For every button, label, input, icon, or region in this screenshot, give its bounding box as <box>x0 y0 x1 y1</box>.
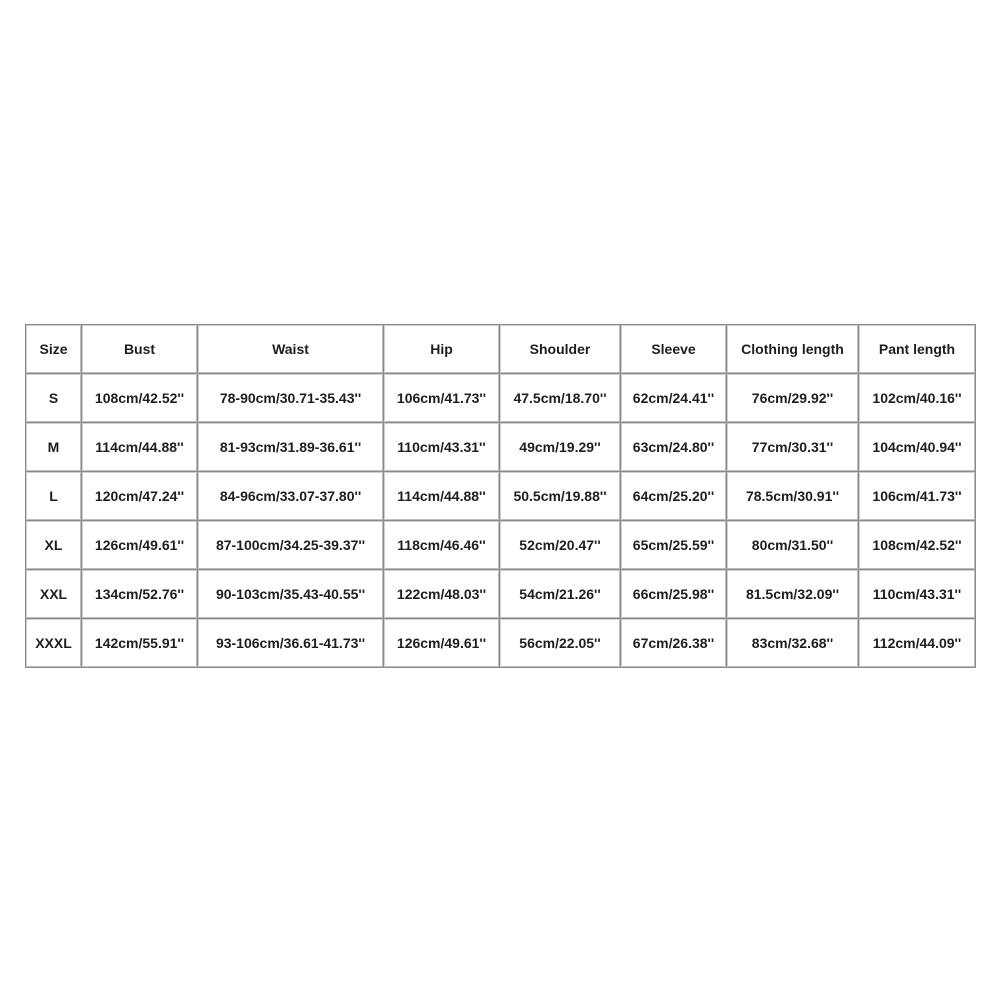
pant-length-cell: 106cm/41.73'' <box>859 472 976 521</box>
waist-cell: 78-90cm/30.71-35.43'' <box>198 374 384 423</box>
size-cell: XL <box>26 521 82 570</box>
header-waist: Waist <box>198 325 384 374</box>
header-clothing-length: Clothing length <box>727 325 859 374</box>
sleeve-cell: 67cm/26.38'' <box>621 619 727 668</box>
shoulder-cell: 47.5cm/18.70'' <box>500 374 621 423</box>
bust-cell: 134cm/52.76'' <box>82 570 198 619</box>
waist-cell: 84-96cm/33.07-37.80'' <box>198 472 384 521</box>
hip-cell: 106cm/41.73'' <box>384 374 500 423</box>
clothing-length-cell: 77cm/30.31'' <box>727 423 859 472</box>
bust-cell: 114cm/44.88'' <box>82 423 198 472</box>
table-row <box>26 423 976 472</box>
header-shoulder: Shoulder <box>500 325 621 374</box>
sleeve-cell: 66cm/25.98'' <box>621 570 727 619</box>
pant-length-cell: 108cm/42.52'' <box>859 521 976 570</box>
clothing-length-cell: 76cm/29.92'' <box>727 374 859 423</box>
size-cell: M <box>26 423 82 472</box>
sleeve-cell: 62cm/24.41'' <box>621 374 727 423</box>
table-row <box>26 374 976 423</box>
sleeve-cell: 63cm/24.80'' <box>621 423 727 472</box>
size-cell: S <box>26 374 82 423</box>
table-row <box>26 619 976 668</box>
pant-length-cell: 110cm/43.31'' <box>859 570 976 619</box>
bust-cell: 120cm/47.24'' <box>82 472 198 521</box>
bust-cell: 126cm/49.61'' <box>82 521 198 570</box>
header-bust: Bust <box>82 325 198 374</box>
shoulder-cell: 49cm/19.29'' <box>500 423 621 472</box>
table-row <box>26 570 976 619</box>
size-cell: L <box>26 472 82 521</box>
sleeve-cell: 64cm/25.20'' <box>621 472 727 521</box>
pant-length-cell: 112cm/44.09'' <box>859 619 976 668</box>
header-hip: Hip <box>384 325 500 374</box>
bust-cell: 142cm/55.91'' <box>82 619 198 668</box>
sleeve-cell: 65cm/25.59'' <box>621 521 727 570</box>
table-header-row <box>26 325 976 374</box>
clothing-length-cell: 81.5cm/32.09'' <box>727 570 859 619</box>
bust-cell: 108cm/42.52'' <box>82 374 198 423</box>
pant-length-cell: 102cm/40.16'' <box>859 374 976 423</box>
shoulder-cell: 50.5cm/19.88'' <box>500 472 621 521</box>
shoulder-cell: 54cm/21.26'' <box>500 570 621 619</box>
hip-cell: 114cm/44.88'' <box>384 472 500 521</box>
clothing-length-cell: 80cm/31.50'' <box>727 521 859 570</box>
hip-cell: 126cm/49.61'' <box>384 619 500 668</box>
size-chart-table <box>25 324 976 668</box>
waist-cell: 90-103cm/35.43-40.55'' <box>198 570 384 619</box>
size-cell: XXL <box>26 570 82 619</box>
shoulder-cell: 52cm/20.47'' <box>500 521 621 570</box>
hip-cell: 118cm/46.46'' <box>384 521 500 570</box>
clothing-length-cell: 83cm/32.68'' <box>727 619 859 668</box>
shoulder-cell: 56cm/22.05'' <box>500 619 621 668</box>
pant-length-cell: 104cm/40.94'' <box>859 423 976 472</box>
waist-cell: 93-106cm/36.61-41.73'' <box>198 619 384 668</box>
waist-cell: 87-100cm/34.25-39.37'' <box>198 521 384 570</box>
table-row <box>26 521 976 570</box>
header-sleeve: Sleeve <box>621 325 727 374</box>
size-cell: XXXL <box>26 619 82 668</box>
clothing-length-cell: 78.5cm/30.91'' <box>727 472 859 521</box>
header-pant-length: Pant length <box>859 325 976 374</box>
header-size: Size <box>26 325 82 374</box>
hip-cell: 122cm/48.03'' <box>384 570 500 619</box>
table-row <box>26 472 976 521</box>
hip-cell: 110cm/43.31'' <box>384 423 500 472</box>
waist-cell: 81-93cm/31.89-36.61'' <box>198 423 384 472</box>
